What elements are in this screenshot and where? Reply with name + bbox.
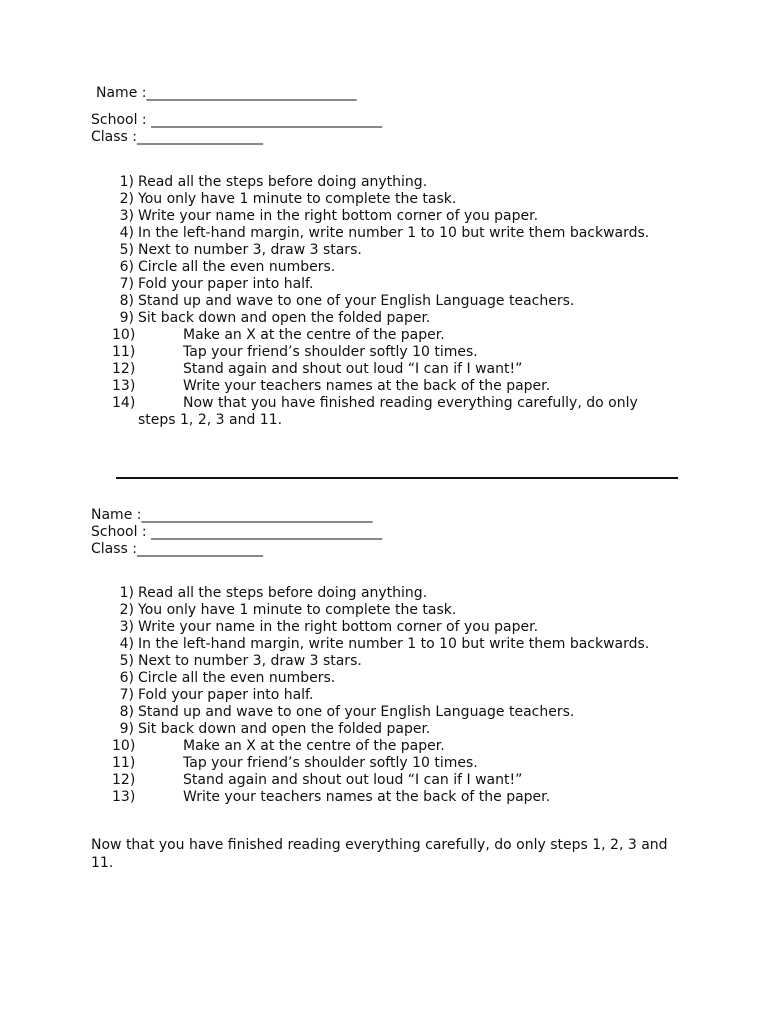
step-text: Stand up and wave to one of your English Language teachers. bbox=[138, 704, 575, 720]
step-number: 6) bbox=[119, 259, 134, 275]
step-item bbox=[112, 310, 672, 327]
step-number: 12) bbox=[112, 361, 136, 377]
step-text: Next to number 3, draw 3 stars. bbox=[138, 653, 362, 669]
step-item bbox=[112, 789, 672, 806]
step-number: 13) bbox=[112, 789, 136, 805]
final-note: Now that you have finished reading everything carefully, do only steps 1, 2, 3 and 11. bbox=[91, 837, 668, 871]
step-text: Read all the steps before doing anything. bbox=[138, 585, 428, 601]
step-text: Write your teachers names at the back of the paper. bbox=[183, 378, 551, 394]
step-item bbox=[112, 395, 672, 429]
step-number: 10) bbox=[112, 738, 136, 754]
step-item bbox=[112, 636, 672, 653]
step-number: 8) bbox=[119, 704, 134, 720]
section-divider bbox=[116, 477, 678, 479]
step-text: Sit back down and open the folded paper. bbox=[138, 310, 431, 326]
step-number: 13) bbox=[112, 378, 136, 394]
step-item bbox=[112, 755, 672, 772]
step-item bbox=[112, 619, 672, 636]
step-number: 9) bbox=[119, 310, 134, 326]
class-line-2: Class :__________________ bbox=[91, 541, 263, 557]
class-line-1: Class :__________________ bbox=[91, 129, 263, 145]
step-number: 9) bbox=[119, 721, 134, 737]
step-item bbox=[112, 687, 672, 704]
step-text: Circle all the even numbers. bbox=[138, 259, 336, 275]
step-item bbox=[112, 208, 672, 225]
step-number: 5) bbox=[119, 242, 134, 258]
step-text: Stand up and wave to one of your English Language teachers. bbox=[138, 293, 575, 309]
step-number: 12) bbox=[112, 772, 136, 788]
step-number: 1) bbox=[119, 174, 134, 190]
step-item bbox=[112, 670, 672, 687]
step-number: 11) bbox=[112, 755, 136, 771]
school-line-1: School : _________________________________ bbox=[91, 112, 383, 128]
step-number: 3) bbox=[119, 619, 134, 635]
steps-list-1 bbox=[112, 174, 672, 429]
step-item bbox=[112, 772, 672, 789]
step-number: 11) bbox=[112, 344, 136, 360]
step-number: 10) bbox=[112, 327, 136, 343]
step-text: Tap your friend’s shoulder softly 10 times. bbox=[183, 755, 478, 771]
step-text: Fold your paper into half. bbox=[138, 276, 314, 292]
step-text: In the left-hand margin, write number 1 to 10 but write them backwards. bbox=[138, 636, 650, 652]
step-text: Circle all the even numbers. bbox=[138, 670, 336, 686]
step-text: Next to number 3, draw 3 stars. bbox=[138, 242, 362, 258]
step-item bbox=[112, 361, 672, 378]
step-number: 6) bbox=[119, 670, 134, 686]
step-text: Write your name in the right bottom corner of you paper. bbox=[138, 208, 539, 224]
step-number: 1) bbox=[119, 585, 134, 601]
step-text: Make an X at the centre of the paper. bbox=[183, 738, 445, 754]
step-text: Stand again and shout out loud “I can if I want!” bbox=[183, 772, 523, 788]
step-item bbox=[112, 602, 672, 619]
step-item bbox=[112, 327, 672, 344]
step-text: Fold your paper into half. bbox=[138, 687, 314, 703]
step-item bbox=[112, 738, 672, 755]
step-text: Now that you have finished reading everything carefully, do only steps 1, 2, 3 and 11. bbox=[138, 395, 638, 428]
step-number: 8) bbox=[119, 293, 134, 309]
step-text: Sit back down and open the folded paper. bbox=[138, 721, 431, 737]
step-text: Write your teachers names at the back of the paper. bbox=[183, 789, 551, 805]
step-text: Make an X at the centre of the paper. bbox=[183, 327, 445, 343]
step-item bbox=[112, 259, 672, 276]
step-number: 7) bbox=[119, 276, 134, 292]
step-item bbox=[112, 191, 672, 208]
step-number: 5) bbox=[119, 653, 134, 669]
step-number: 2) bbox=[119, 602, 134, 618]
steps-list-2 bbox=[112, 585, 672, 806]
step-item bbox=[112, 704, 672, 721]
name-line-2: Name :_________________________________ bbox=[91, 507, 373, 523]
step-text: Tap your friend’s shoulder softly 10 times. bbox=[183, 344, 478, 360]
step-number: 3) bbox=[119, 208, 134, 224]
step-item bbox=[112, 276, 672, 293]
step-item bbox=[112, 585, 672, 602]
name-line-1: Name :______________________________ bbox=[96, 85, 357, 101]
step-item bbox=[112, 174, 672, 191]
step-number: 4) bbox=[119, 636, 134, 652]
school-line-2: School : _________________________________ bbox=[91, 524, 383, 540]
step-item bbox=[112, 721, 672, 738]
step-item bbox=[112, 242, 672, 259]
step-text: You only have 1 minute to complete the task. bbox=[138, 602, 457, 618]
step-item bbox=[112, 225, 672, 242]
step-item bbox=[112, 378, 672, 395]
step-text: In the left-hand margin, write number 1 to 10 but write them backwards. bbox=[138, 225, 650, 241]
step-item bbox=[112, 293, 672, 310]
step-text: Write your name in the right bottom corner of you paper. bbox=[138, 619, 539, 635]
step-number: 4) bbox=[119, 225, 134, 241]
step-text: Read all the steps before doing anything. bbox=[138, 174, 428, 190]
step-item bbox=[112, 653, 672, 670]
step-text: You only have 1 minute to complete the task. bbox=[138, 191, 457, 207]
step-number: 7) bbox=[119, 687, 134, 703]
step-text: Stand again and shout out loud “I can if I want!” bbox=[183, 361, 523, 377]
step-number: 14) bbox=[112, 395, 136, 411]
step-number: 2) bbox=[119, 191, 134, 207]
step-item bbox=[112, 344, 672, 361]
